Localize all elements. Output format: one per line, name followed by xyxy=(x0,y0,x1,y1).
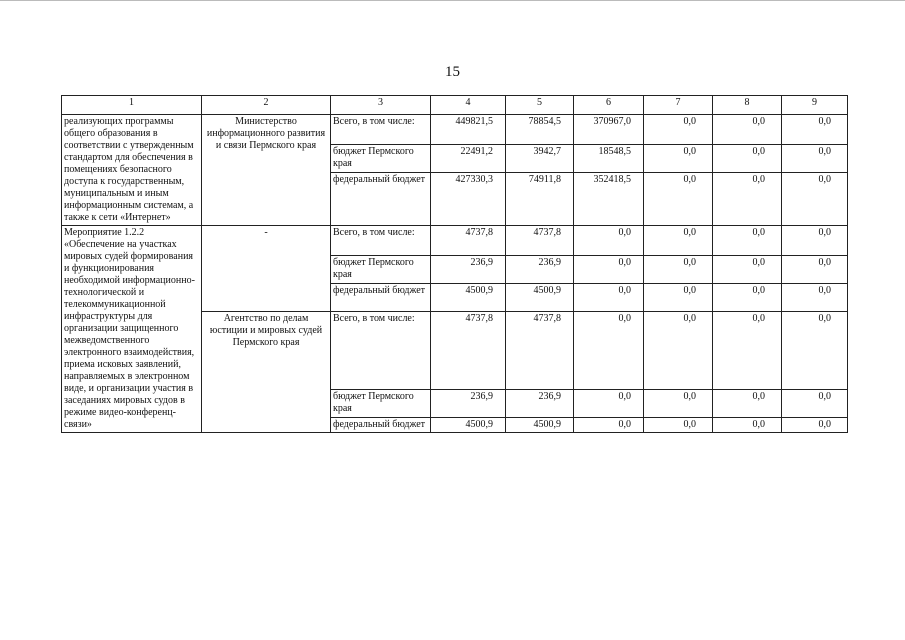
value-cell: 0,0 xyxy=(574,390,644,418)
value-cell: 0,0 xyxy=(782,115,848,145)
value-cell: 236,9 xyxy=(431,256,506,284)
value-cell: 0,0 xyxy=(713,115,782,145)
value-cell: 0,0 xyxy=(644,256,713,284)
funding-source-cell: федеральный бюджет xyxy=(331,418,431,433)
value-cell: 236,9 xyxy=(506,256,574,284)
value-cell: 0,0 xyxy=(644,284,713,312)
value-cell: 0,0 xyxy=(782,256,848,284)
funding-source-cell: бюджет Пермского края xyxy=(331,145,431,173)
value-cell: 0,0 xyxy=(644,173,713,226)
value-cell: 4500,9 xyxy=(506,418,574,433)
value-cell: 4500,9 xyxy=(506,284,574,312)
value-cell: 0,0 xyxy=(782,390,848,418)
value-cell: 0,0 xyxy=(713,312,782,390)
value-cell: 74911,8 xyxy=(506,173,574,226)
value-cell: 0,0 xyxy=(574,226,644,256)
value-cell: 0,0 xyxy=(713,418,782,433)
executor-cell: Министерство информационного развития и связи Пермского края xyxy=(202,115,331,226)
value-cell: 0,0 xyxy=(713,173,782,226)
budget-table xyxy=(61,95,848,433)
funding-source-cell: бюджет Пермского края xyxy=(331,390,431,418)
value-cell: 4500,9 xyxy=(431,284,506,312)
table-row xyxy=(62,115,848,145)
value-cell: 22491,2 xyxy=(431,145,506,173)
activity-cell: Мероприятие 1.2.2 «Обеспечение на участках мировых судей формирования и функционирования необходимой информационно-технологической и телекоммуникационной инфраструктуры для организации защищенного межведомственного электронного взаимодействия, приема исковых заявлений, направляемых в электронном виде, и организации участия в заседаниях мировых судов в режиме видео-конференц-связи» xyxy=(62,226,202,433)
value-cell: 0,0 xyxy=(644,115,713,145)
value-cell: 0,0 xyxy=(782,145,848,173)
column-header: 6 xyxy=(574,96,644,115)
funding-source-cell: бюджет Пермского края xyxy=(331,256,431,284)
value-cell: 0,0 xyxy=(574,284,644,312)
column-header: 9 xyxy=(782,96,848,115)
executor-cell: Агентство по делам юстиции и мировых судей Пермского края xyxy=(202,312,331,433)
value-cell: 370967,0 xyxy=(574,115,644,145)
value-cell: 236,9 xyxy=(506,390,574,418)
funding-source-cell: федеральный бюджет xyxy=(331,173,431,226)
value-cell: 0,0 xyxy=(782,226,848,256)
column-header: 8 xyxy=(713,96,782,115)
value-cell: 0,0 xyxy=(713,256,782,284)
value-cell: 0,0 xyxy=(644,390,713,418)
value-cell: 0,0 xyxy=(574,256,644,284)
value-cell: 0,0 xyxy=(782,173,848,226)
value-cell: 0,0 xyxy=(713,390,782,418)
value-cell: 352418,5 xyxy=(574,173,644,226)
executor-cell: - xyxy=(202,226,331,312)
value-cell: 0,0 xyxy=(644,226,713,256)
column-header: 7 xyxy=(644,96,713,115)
page-number: 15 xyxy=(445,64,460,80)
funding-source-cell: Всего, в том числе: xyxy=(331,115,431,145)
header-row xyxy=(62,96,848,115)
funding-source-cell: Всего, в том числе: xyxy=(331,226,431,256)
value-cell: 4737,8 xyxy=(431,226,506,256)
value-cell: 0,0 xyxy=(782,312,848,390)
value-cell: 0,0 xyxy=(644,418,713,433)
column-header: 5 xyxy=(506,96,574,115)
value-cell: 4737,8 xyxy=(431,312,506,390)
value-cell: 0,0 xyxy=(574,312,644,390)
scan-edge-line xyxy=(0,0,905,1)
column-header: 2 xyxy=(202,96,331,115)
column-header: 3 xyxy=(331,96,431,115)
value-cell: 427330,3 xyxy=(431,173,506,226)
table-row xyxy=(62,226,848,256)
funding-source-cell: Всего, в том числе: xyxy=(331,312,431,390)
value-cell: 449821,5 xyxy=(431,115,506,145)
value-cell: 78854,5 xyxy=(506,115,574,145)
value-cell: 4737,8 xyxy=(506,312,574,390)
value-cell: 0,0 xyxy=(782,284,848,312)
value-cell: 4737,8 xyxy=(506,226,574,256)
value-cell: 0,0 xyxy=(713,284,782,312)
value-cell: 0,0 xyxy=(713,145,782,173)
value-cell: 3942,7 xyxy=(506,145,574,173)
column-header: 4 xyxy=(431,96,506,115)
value-cell: 0,0 xyxy=(644,312,713,390)
activity-cell: реализующих программы общего образования в соответствии с утвержденным стандартом для обеспечения в помещениях безопасного доступа к государственным, муниципальным и иным информационным системам, а также к сети «Интернет» xyxy=(62,115,202,226)
value-cell: 0,0 xyxy=(713,226,782,256)
column-header: 1 xyxy=(62,96,202,115)
value-cell: 4500,9 xyxy=(431,418,506,433)
value-cell: 236,9 xyxy=(431,390,506,418)
funding-source-cell: федеральный бюджет xyxy=(331,284,431,312)
value-cell: 0,0 xyxy=(574,418,644,433)
value-cell: 0,0 xyxy=(644,145,713,173)
value-cell: 0,0 xyxy=(782,418,848,433)
value-cell: 18548,5 xyxy=(574,145,644,173)
